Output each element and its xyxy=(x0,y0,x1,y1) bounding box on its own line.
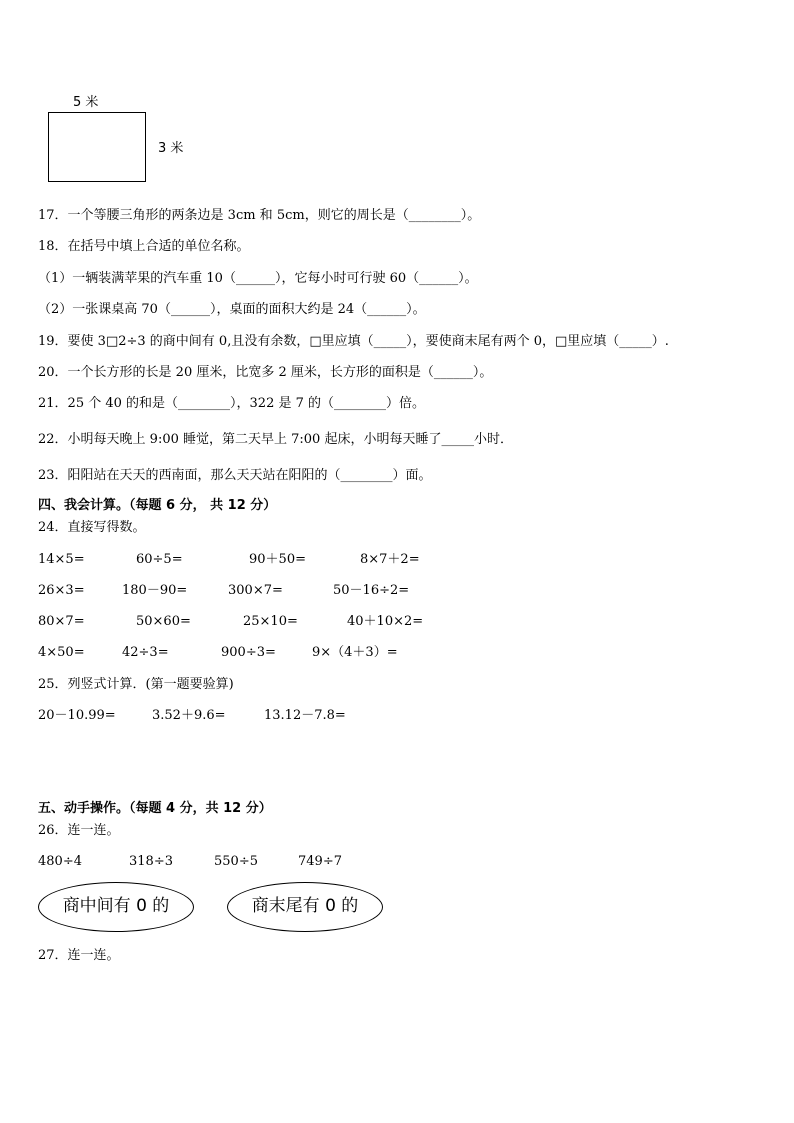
calc-item: 180－90= xyxy=(122,583,188,598)
vertical-calc-item: 13.12－7.8= xyxy=(264,708,346,723)
calc-item: 40＋10×2= xyxy=(347,614,424,629)
question-20: 20．一个长方形的长是 20 厘米，比宽多 2 厘米，长方形的面积是（______）。 xyxy=(38,365,493,380)
calc-item: 90＋50= xyxy=(249,552,306,567)
calc-item: 25×10= xyxy=(243,614,298,629)
question-27: 27．连一连。 xyxy=(38,948,120,963)
calc-item: 14×5= xyxy=(38,552,85,567)
calc-item: 300×7= xyxy=(228,583,283,598)
question-17: 17．一个等腰三角形的两条边是 3cm 和 5cm，则它的周长是（________）。 xyxy=(38,208,481,223)
oval-end-zero xyxy=(227,882,383,932)
section-5-heading: 五、动手操作。（每题 4 分，共 12 分） xyxy=(38,801,272,816)
question-26: 26．连一连。 xyxy=(38,823,120,838)
vertical-calc-item: 3.52＋9.6= xyxy=(152,708,226,723)
calc-item: 8×7＋2= xyxy=(360,552,420,567)
calc-item: 9×（4＋3）= xyxy=(312,645,398,660)
calc-item: 60÷5= xyxy=(136,552,183,567)
oval-end-zero-label: 商末尾有 0 的 xyxy=(251,895,359,916)
calc-item: 26×3= xyxy=(38,583,85,598)
question-18: 18．在括号中填上合适的单位名称。 xyxy=(38,239,250,254)
question-25: 25．列竖式计算．(第一题要验算) xyxy=(38,677,234,692)
question-18-2: （2）一张课桌高 70（______），桌面的面积大约是 24（______）。 xyxy=(38,302,426,317)
rectangle-figure xyxy=(48,112,146,182)
question-21: 21．25 个 40 的和是（________），322 是 7 的（________）倍。 xyxy=(38,396,426,411)
rect-side-label: 3 米 xyxy=(158,141,184,156)
rect-top-label: 5 米 xyxy=(73,95,99,110)
question-18-1: （1）一辆装满苹果的汽车重 10（______），它每小时可行驶 60（______）。 xyxy=(38,271,478,286)
calc-item: 42÷3= xyxy=(122,645,169,660)
section-4-heading: 四、我会计算。（每题 6 分， 共 12 分） xyxy=(38,498,277,513)
calc-item: 80×7= xyxy=(38,614,85,629)
question-23: 23．阳阳站在天天的西南面，那么天天站在阳阳的（________）面。 xyxy=(38,468,432,483)
calc-item: 50×60= xyxy=(136,614,191,629)
question-24: 24．直接写得数。 xyxy=(38,520,146,535)
oval-middle-zero xyxy=(38,882,194,932)
division-item: 749÷7 xyxy=(298,854,342,869)
question-19: 19．要使 3□2÷3 的商中间有 0,且没有余数，□里应填（_____），要使商末尾有两个 0，□里应填（_____）. xyxy=(38,334,669,349)
calc-item: 50－16÷2= xyxy=(333,583,410,598)
division-item: 550÷5 xyxy=(214,854,258,869)
vertical-calc-item: 20－10.99= xyxy=(38,708,116,723)
calc-item: 900÷3= xyxy=(221,645,276,660)
question-22: 22．小明每天晚上 9:00 睡觉，第二天早上 7:00 起床，小明每天睡了_____小时． xyxy=(38,432,513,447)
oval-middle-zero-label: 商中间有 0 的 xyxy=(62,895,170,916)
calc-item: 4×50= xyxy=(38,645,85,660)
division-item: 480÷4 xyxy=(38,854,82,869)
division-item: 318÷3 xyxy=(129,854,173,869)
